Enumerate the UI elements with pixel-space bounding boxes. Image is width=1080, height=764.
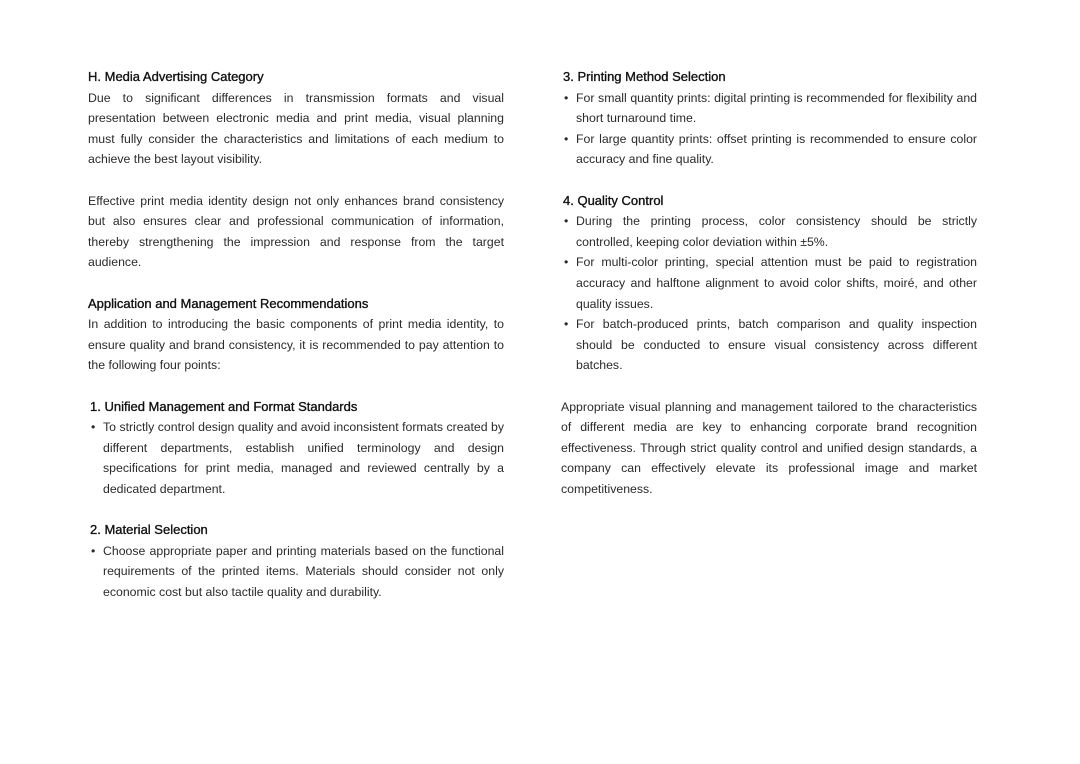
media-paragraph-2: Effective print media identity design not only enhances brand consistency but also ensures clear and professional communication of information, thereby strengthening the impression and response from the target audience. <box>88 193 504 270</box>
left-column <box>88 67 504 602</box>
list-item-text: Choose appropriate paper and printing materials based on the functional requirements of the printed items. Materials should consider not only economic cost but also tactile quality and durability. <box>103 543 504 599</box>
media-advertising-heading: H. Media Advertising Category <box>88 69 264 84</box>
list-item-text: During the printing process, color consistency should be strictly controlled, keeping color deviation within ±5%. <box>576 214 977 249</box>
recommendations-paragraph: In addition to introducing the basic components of print media identity, to ensure quality and brand consistency, it is recommended to pay attention to the following four points: <box>88 317 504 373</box>
list-item-text: For batch-produced prints, batch comparison and quality inspection should be conducted to ensure visual consistency across different batches. <box>576 317 977 373</box>
list-item-text: For multi-color printing, special attention must be paid to registration accuracy and halftone alignment to avoid color shifts, moiré, and other quality issues. <box>576 255 977 311</box>
printing-method-heading: 3. Printing Method Selection <box>563 69 726 84</box>
list-item-text: For large quantity prints: offset printing is recommended to ensure color accuracy and fine quality. <box>576 131 977 167</box>
bullet-icon: • <box>564 317 569 332</box>
bullet-icon: • <box>91 543 96 558</box>
list-item-text: For small quantity prints: digital printing is recommended for flexibility and short turnaround time. <box>576 90 977 126</box>
list-item <box>561 252 977 314</box>
material-selection-heading: 2. Material Selection <box>90 522 208 538</box>
list-item <box>561 88 977 129</box>
list-item <box>561 314 977 376</box>
media-paragraph-1: Due to significant differences in transmission formats and visual presentation between electronic media and print media, visual planning must fully consider the characteristics and limitations of each medium to achieve the best layout visibility. <box>88 90 504 167</box>
list-item <box>561 211 977 252</box>
conclusion-paragraph: Appropriate visual planning and management tailored to the characteristics of different media are key to enhancing corporate brand recognition effectiveness. Through strict quality control and unified design standards, a company can effectively elevate its professional image and market competitiveness. <box>561 399 977 496</box>
quality-control-heading: 4. Quality Control <box>563 192 664 208</box>
list-item <box>88 541 504 603</box>
bullet-icon: • <box>564 131 569 146</box>
recommendations-heading: Application and Management Recommendations <box>88 295 369 311</box>
spacer <box>561 376 977 397</box>
list-item-text: To strictly control design quality and avoid inconsistent formats created by different departments, establish unified terminology and design specifications for print media, managed and reviewed centrally by a dedicated department. <box>103 420 504 496</box>
spacer <box>88 273 504 294</box>
bullet-icon: • <box>91 420 96 435</box>
right-column <box>561 67 977 499</box>
spacer <box>88 499 504 520</box>
bullet-icon: • <box>564 214 569 229</box>
spacer <box>88 170 504 191</box>
list-item <box>88 417 504 499</box>
list-item <box>561 129 977 170</box>
unified-management-heading: 1. Unified Management and Format Standards <box>90 398 358 414</box>
spacer <box>88 376 504 397</box>
spacer <box>561 170 977 191</box>
bullet-icon: • <box>564 255 569 270</box>
bullet-icon: • <box>564 90 569 105</box>
